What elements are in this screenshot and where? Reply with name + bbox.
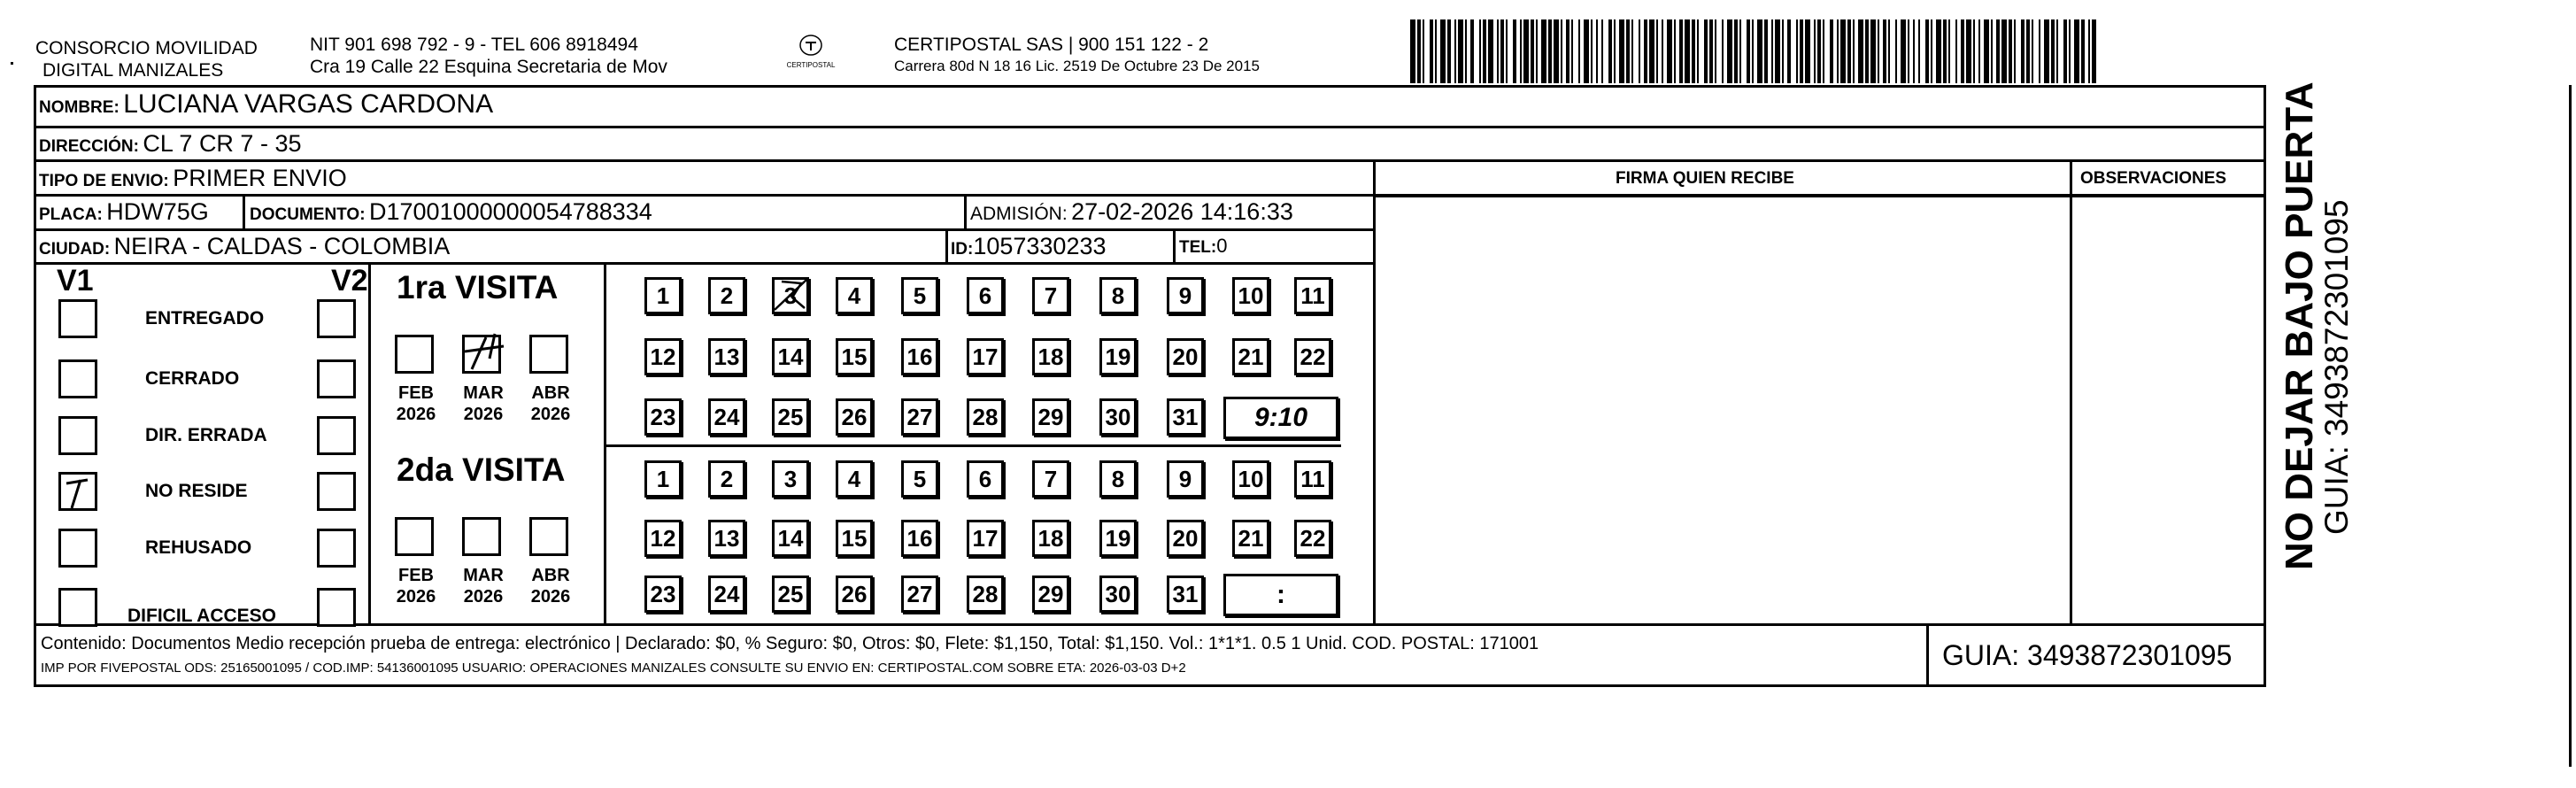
day-box-31[interactable]: 31 [1167,576,1204,613]
barcode-bar [1679,19,1683,83]
barcode-bar [2014,19,2016,83]
day-box-29[interactable]: 29 [1032,398,1069,436]
v2-checkbox[interactable] [317,359,356,398]
month-label: ABR 2026 [530,383,571,424]
v2-checkbox[interactable] [317,529,356,568]
barcode-bar [1470,19,1474,83]
barcode-bar [1858,19,1863,83]
barcode-bar [1639,19,1640,83]
visit1-title: 1ra VISITA [397,269,559,305]
barcode-bar [1840,19,1846,83]
barcode-bar [2069,19,2071,83]
barcode-bar [1931,19,1932,83]
v2-checkbox[interactable] [317,299,356,338]
v1-checkbox[interactable] [58,472,97,511]
day-box-5[interactable]: 5 [901,460,938,498]
barcode-bar [1984,19,1989,83]
barcode-bar [1662,19,1663,83]
v2-checkbox[interactable] [317,588,356,627]
barcode-bar [1513,19,1516,83]
day-box-3[interactable]: 3 [772,277,809,314]
barcode-bar [1554,19,1559,83]
barcode-bar [1878,19,1879,83]
day-box-6[interactable]: 6 [967,277,1004,314]
day-box-19[interactable]: 19 [1099,338,1137,375]
barcode-bar [1619,19,1624,83]
company-contact: NIT 901 698 792 - 9 - TEL 606 8918494 Cra 19 Calle 22 Esquina Secretaria de Mov [310,35,667,77]
barcode-bar [1531,19,1534,83]
day-box-28[interactable]: 28 [967,398,1004,436]
barcode-bar [1601,19,1603,83]
day-box-1[interactable]: 1 [644,460,682,498]
day-box-27[interactable]: 27 [901,576,938,613]
day-box-23[interactable]: 23 [644,398,682,436]
barcode-bar [2081,19,2085,83]
barcode-bar [1571,19,1573,83]
barcode-bar [2039,19,2040,83]
barcode-bar [1775,19,1780,83]
barcode-bar [1800,19,1803,83]
day-box-26[interactable]: 26 [836,576,873,613]
day-box-29[interactable]: 29 [1032,576,1069,613]
month-checkbox-abr[interactable] [529,517,568,556]
barcode-bar [1796,19,1798,83]
barcode-bar [2088,19,2090,83]
barcode-bar [1991,19,1993,83]
barcode-bar [1674,19,1676,83]
month-label: MAR 2026 [463,383,504,424]
day-box-30[interactable]: 30 [1099,398,1137,436]
day-box-18[interactable]: 18 [1032,338,1069,375]
day-box-7[interactable]: 7 [1032,277,1069,314]
day-box-11[interactable]: 11 [1294,460,1331,498]
barcode-bar [1870,19,1876,83]
barcode-bar [1697,19,1699,83]
barcode-bar [1943,19,1947,83]
barcode-bar [1764,19,1768,83]
day-box-1[interactable]: 1 [644,277,682,314]
barcode [1410,19,2096,83]
day-box-23[interactable]: 23 [644,576,682,613]
day-box-25[interactable]: 25 [772,576,809,613]
mark-dot [11,62,13,65]
month-checkbox-mar[interactable] [462,335,501,374]
barcode-bar [1596,19,1598,83]
barcode-bar [1973,19,1975,83]
day-box-8[interactable]: 8 [1099,460,1137,498]
v1-checkbox[interactable] [58,299,97,338]
day-box-13[interactable]: 13 [708,338,745,375]
day-box-2[interactable]: 2 [708,277,745,314]
day-box-15[interactable]: 15 [836,338,873,375]
barcode-bar [1591,19,1593,83]
day-box-17[interactable]: 17 [967,338,1004,375]
barcode-bar [1584,19,1589,83]
nombre-field: NOMBRE: LUCIANA VARGAS CARDONA [39,89,494,119]
observaciones-header: OBSERVACIONES [2080,169,2227,188]
ciudad-field: CIUDAD: NEIRA - CALDAS - COLOMBIA [39,233,451,259]
barcode-bar [2009,19,2012,83]
barcode-bar [2056,19,2058,83]
day-box-8[interactable]: 8 [1099,277,1137,314]
status-option-label: DIR. ERRADA [145,425,267,445]
barcode-bar [1883,19,1886,83]
day-box-9[interactable]: 9 [1167,460,1204,498]
barcode-bar [1578,19,1580,83]
time-box[interactable]: : [1223,574,1338,616]
day-box-13[interactable]: 13 [708,520,745,557]
v1-checkbox[interactable] [58,588,97,627]
barcode-bar [1561,19,1562,83]
barcode-bar [1936,19,1941,83]
v2-checkbox[interactable] [317,416,356,455]
barcode-bar [1948,19,1950,83]
barcode-bar [1656,19,1658,83]
barcode-bar [1566,19,1570,83]
day-box-10[interactable]: 10 [1232,277,1269,314]
company-name: CONSORCIO MOVILIDAD DIGITAL MANIZALES [35,38,258,81]
day-box-17[interactable]: 17 [967,520,1004,557]
month-label: FEB 2026 [396,566,436,606]
barcode-bar [1734,19,1738,83]
id-field: ID:1057330233 [951,233,1107,259]
barcode-bar [1805,19,1810,83]
status-option-label: DIFICIL ACCESO [127,606,277,626]
day-check-mark [771,274,815,319]
barcode-bar [2001,19,2007,83]
barcode-bar [1752,19,1754,83]
barcode-bar [1614,19,1616,83]
tipo-envio-field: TIPO DE ENVIO: PRIMER ENVIO [39,165,347,191]
barcode-bar [1709,19,1713,83]
day-box-14[interactable]: 14 [772,338,809,375]
day-box-26[interactable]: 26 [836,398,873,436]
barcode-bar [2051,19,2055,83]
day-box-12[interactable]: 12 [644,520,682,557]
admision-field: ADMISIÓN: 27-02-2026 14:16:33 [970,198,1293,225]
documento-field: DOCUMENTO: D17001000000054788334 [250,198,652,225]
barcode-bar [1520,19,1522,83]
v2-checkbox[interactable] [317,472,356,511]
day-box-7[interactable]: 7 [1032,460,1069,498]
day-box-20[interactable]: 20 [1167,520,1204,557]
visit2-title: 2da VISITA [397,452,566,488]
barcode-bar [1888,19,1890,83]
tel-field: TEL:0 [1179,235,1228,257]
barcode-bar [1966,19,1971,83]
barcode-bar [1435,19,1437,83]
edge-line [2569,85,2572,767]
day-box-18[interactable]: 18 [1032,520,1069,557]
barcode-bar [1483,19,1486,83]
barcode-bar [1458,19,1463,83]
barcode-bar [1423,19,1424,83]
barcode-bar [1895,19,1897,83]
barcode-bar [2026,19,2030,83]
day-box-11[interactable]: 11 [1294,277,1331,314]
barcode-bar [1454,19,1456,83]
barcode-bar [1506,19,1508,83]
barcode-bar [1961,19,1964,83]
v1-checkbox[interactable] [58,359,97,398]
barcode-bar [1488,19,1493,83]
day-box-22[interactable]: 22 [1294,520,1331,557]
status-option-label: REHUSADO [145,537,252,558]
barcode-bar [1757,19,1762,83]
barcode-bar [2074,19,2079,83]
direccion-field: DIRECCIÓN: CL 7 CR 7 - 35 [39,130,302,157]
v2-label: V2 [331,264,368,297]
status-option-label: ENTREGADO [145,308,265,328]
month-checkbox-mar[interactable] [462,517,501,556]
day-box-5[interactable]: 5 [901,277,938,314]
barcode-bar [1925,19,1929,83]
barcode-bar [1996,19,2000,83]
no-dejar-warning: NO DEJAR BAJO PUERTA [2278,81,2321,570]
barcode-bar [1704,19,1708,83]
day-box-2[interactable]: 2 [708,460,745,498]
barcode-bar [1830,19,1833,83]
day-box-6[interactable]: 6 [967,460,1004,498]
month-label: ABR 2026 [530,566,571,606]
barcode-bar [1465,19,1467,83]
barcode-bar [1837,19,1839,83]
barcode-bar [2021,19,2025,83]
month-checkbox-feb[interactable] [395,335,434,374]
day-box-19[interactable]: 19 [1099,520,1137,557]
day-box-21[interactable]: 21 [1232,338,1269,375]
barcode-bar [1417,19,1421,83]
barcode-bar [1497,19,1499,83]
day-box-12[interactable]: 12 [644,338,682,375]
barcode-bar [1823,19,1824,83]
day-box-22[interactable]: 22 [1294,338,1331,375]
barcode-bar [1541,19,1546,83]
barcode-bar [1410,19,1415,83]
day-box-28[interactable]: 28 [967,576,1004,613]
barcode-bar [1978,19,1980,83]
barcode-bar [1715,19,1716,83]
barcode-bar [1626,19,1630,83]
barcode-bar [1747,19,1750,83]
firma-header: FIRMA QUIEN RECIBE [1616,169,1794,188]
day-box-20[interactable]: 20 [1167,338,1204,375]
barcode-bar [1739,19,1741,83]
month-label: MAR 2026 [463,566,504,606]
v1-checkbox[interactable] [58,416,97,455]
barcode-bar [1722,19,1724,83]
v1-label: V1 [57,264,94,297]
month-label: FEB 2026 [396,383,436,424]
placa-field: PLACA: HDW75G [39,198,209,225]
day-box-16[interactable]: 16 [901,338,938,375]
day-box-9[interactable]: 9 [1167,277,1204,314]
barcode-bar [1430,19,1433,83]
barcode-bar [1644,19,1647,83]
day-box-15[interactable]: 15 [836,520,873,557]
day-box-24[interactable]: 24 [708,576,745,613]
barcode-bar [1727,19,1732,83]
barcode-bar [2044,19,2049,83]
barcode-bar [1536,19,1538,83]
barcode-bar [1548,19,1552,83]
day-box-24[interactable]: 24 [708,398,745,436]
barcode-bar [1500,19,1504,83]
day-box-27[interactable]: 27 [901,398,938,436]
imp-text: IMP POR FIVEPOSTAL ODS: 25165001095 / COD.IMP: 54136001095 USUARIO: OPERACIONES MANIZALES CONSULTE SU ENVIO EN: CERTIPOSTAL.COM SOBRE ETA: 2026-03-03 D+2 [41,661,1186,676]
barcode-bar [1913,19,1915,83]
barcode-bar [2063,19,2067,83]
barcode-bar [1692,19,1695,83]
barcode-bar [1447,19,1451,83]
barcode-bar [2032,19,2033,83]
month-checkbox-abr[interactable] [529,335,568,374]
barcode-bar [1787,19,1791,83]
barcode-bar [1817,19,1821,83]
day-box-30[interactable]: 30 [1099,576,1137,613]
barcode-bar [1479,19,1481,83]
barcode-bar [1440,19,1446,83]
barcode-bar [2092,19,2096,83]
day-box-21[interactable]: 21 [1232,520,1269,557]
day-box-10[interactable]: 10 [1232,460,1269,498]
barcode-bar [1901,19,1906,83]
barcode-bar [1814,19,1816,83]
day-box-25[interactable]: 25 [772,398,809,436]
day-box-4[interactable]: 4 [836,277,873,314]
barcode-bar [1865,19,1869,83]
barcode-bar [1908,19,1909,83]
barcode-bar [1667,19,1672,83]
barcode-bar [1782,19,1784,83]
contenido-text: Contenido: Documentos Medio recepción prueba de entrega: electrónico | Declarado: $0, % Seguro: $0, Otros: $0, Flete: $1,150, Total: $1,150. Vol.: 1*1*1. 0.5 1 Unid. COD. POSTAL: 171001 [41,634,1539,653]
certipostal-logo: CERTIPOSTAL [784,34,837,78]
barcode-bar [1853,19,1855,83]
time-box[interactable]: 9:10 [1223,397,1338,439]
barcode-bar [1649,19,1654,83]
barcode-bar [1771,19,1773,83]
barcode-bar [1847,19,1851,83]
courier-info: CERTIPOSTAL SAS | 900 151 122 - 2 Carrera 80d N 18 16 Lic. 2519 De Octubre 23 De 2015 [894,35,1260,74]
month-checkbox-feb[interactable] [395,517,434,556]
day-box-4[interactable]: 4 [836,460,873,498]
barcode-bar [1918,19,1920,83]
day-box-31[interactable]: 31 [1167,398,1204,436]
barcode-bar [1685,19,1690,83]
day-box-16[interactable]: 16 [901,520,938,557]
status-option-label: NO RESIDE [145,481,248,501]
barcode-bar [1955,19,1957,83]
day-box-3[interactable]: 3 [772,460,809,498]
barcode-bar [1631,19,1633,83]
barcode-bar [1608,19,1612,83]
day-box-14[interactable]: 14 [772,520,809,557]
v1-checkbox[interactable] [58,529,97,568]
status-option-label: CERRADO [145,368,240,389]
barcode-bar [1523,19,1529,83]
guia-side: GUIA: 3493872301095 [2318,199,2355,535]
guia-footer: GUIA: 3493872301095 [1942,639,2233,671]
